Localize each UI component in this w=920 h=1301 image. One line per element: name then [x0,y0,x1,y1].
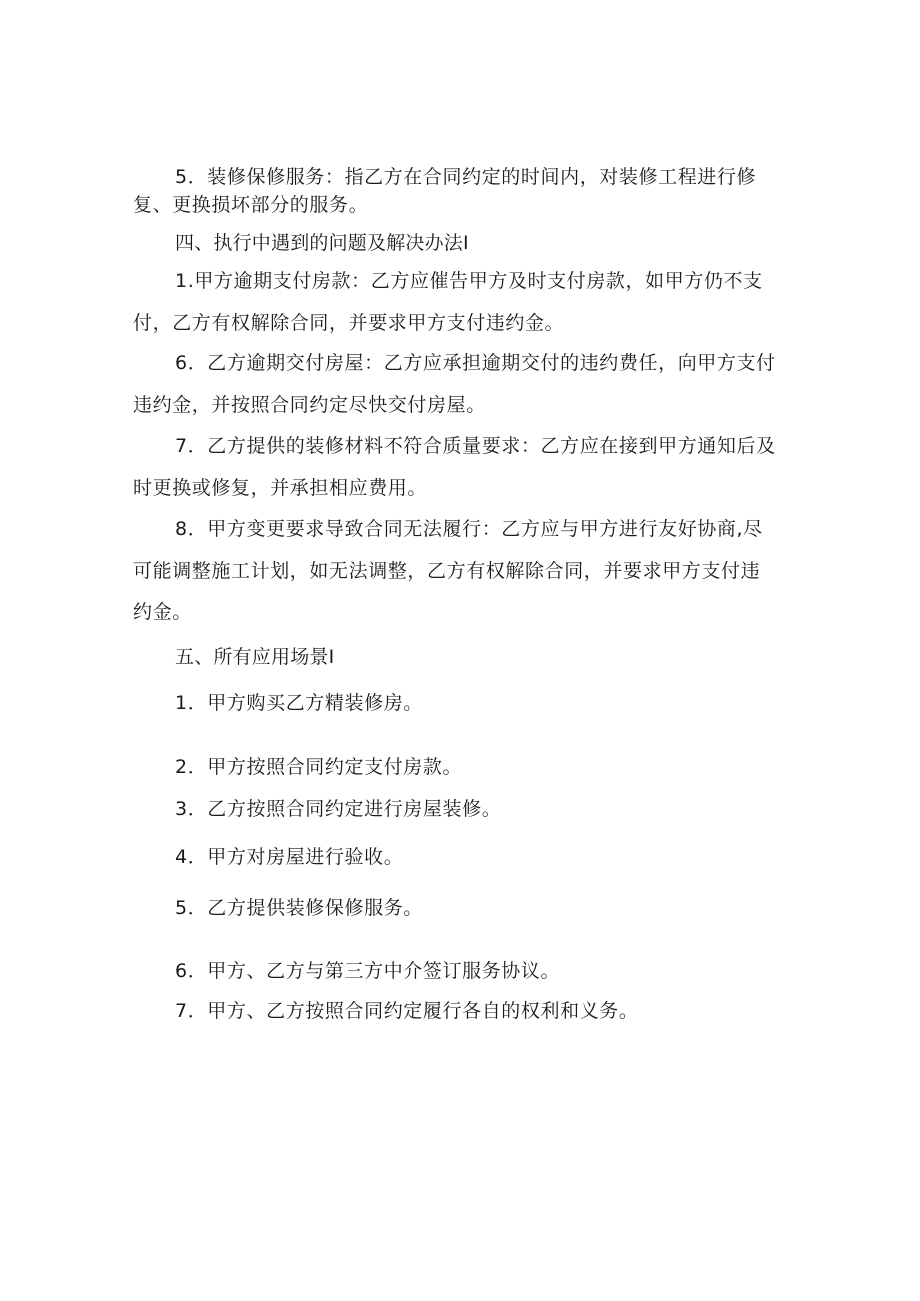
section4-p3-line1: 7．乙方提供的装修材料不符合质量要求：乙方应在接到甲方通知后及 [175,435,776,457]
list-item: 6．甲方、乙方与第三方中介签订服务协议。 [175,960,561,982]
section4-p1-line1: 1.甲方逾期支付房款：乙方应催告甲方及时支付房款，如甲方仍不支 [175,270,763,292]
section4-p3-line2: 时更换或修复，并承担相应费用。 [133,477,428,499]
item5-line1: 5．装修保修服务：指乙方在合同约定的时间内，对装修工程进行修 [175,166,757,188]
list-item: 5．乙方提供装修保修服务。 [175,897,423,919]
list-item: 2．甲方按照合同约定支付房款。 [175,756,463,778]
section5-heading: 五、所有应用场景I [175,646,335,668]
section4-p2-line1: 6．乙方逾期交付房屋：乙方应承担逾期交付的违约费任，向甲方支付 [175,352,776,374]
item5-line2: 复、更换损坏部分的服务。 [133,194,369,216]
list-item: 3．乙方按照合同约定进行房屋装修。 [175,798,502,820]
section4-p4-line3: 约金。 [133,601,192,623]
section4-p4-line1: 8．甲方变更要求导致合同无法履行：乙方应与甲方进行友好协商,尽 [175,518,763,540]
section4-heading: 四、执行中遇到的问题及解决办法I [175,232,469,254]
section4-p2-line2: 违约金，并按照合同约定尽快交付房屋。 [133,394,486,416]
list-item: 1．甲方购买乙方精装修房。 [175,692,423,714]
section4-p4-line2: 可能调整施工计划，如无法调整，乙方有权解除合同，并要求甲方支付违 [133,560,761,582]
section4-p1-line2: 付，乙方有权解除合同，并要求甲方支付违约金。 [133,312,565,334]
list-item: 4．甲方对房屋进行验收。 [175,846,404,868]
list-item: 7．甲方、乙方按照合同约定履行各自的权利和义务。 [175,1000,639,1022]
